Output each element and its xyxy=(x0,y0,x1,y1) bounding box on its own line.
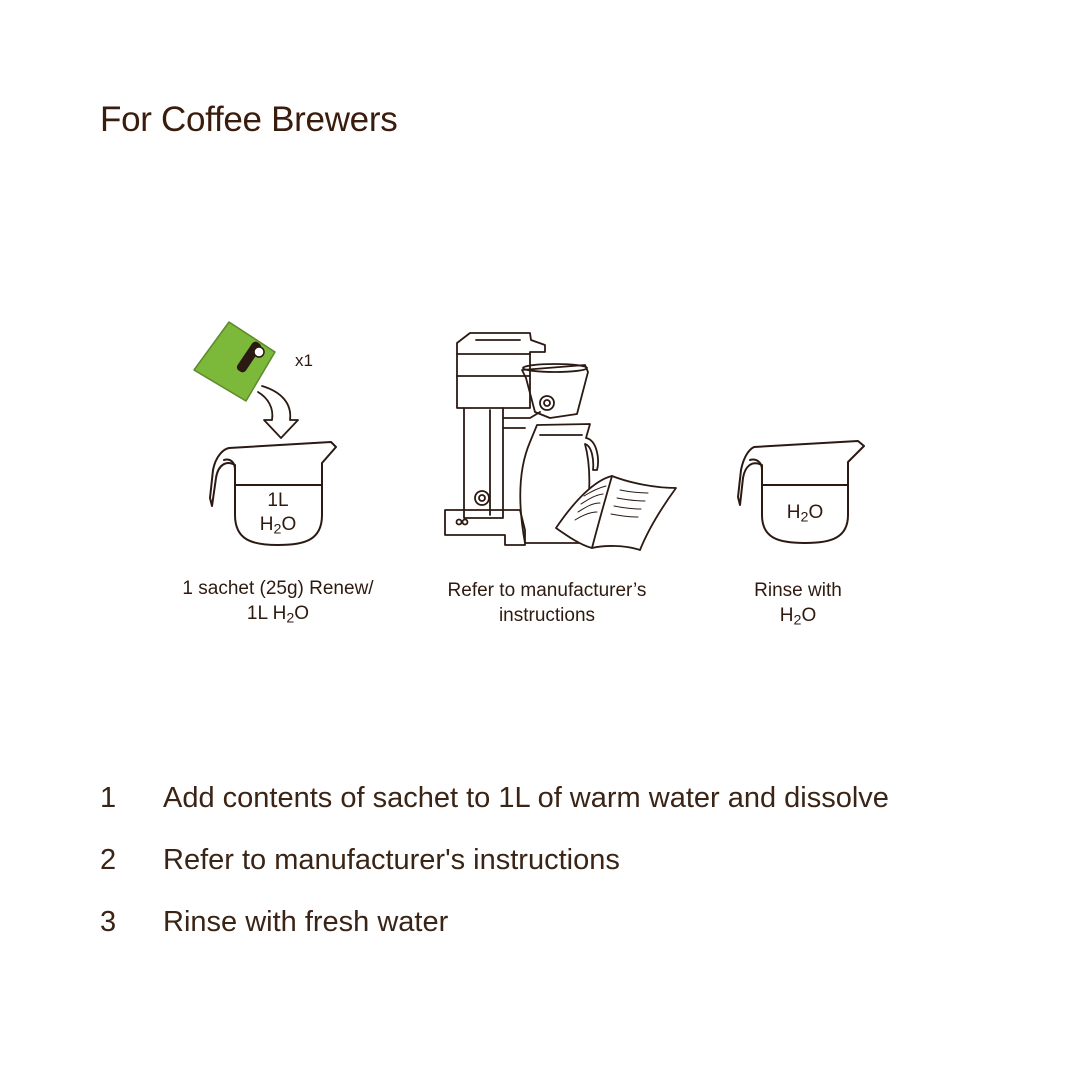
step-number: 3 xyxy=(100,906,117,938)
step-item xyxy=(100,906,1000,968)
page-title: For Coffee Brewers xyxy=(100,100,398,139)
step-text: Rinse with fresh water xyxy=(163,906,449,938)
sachet-count: x1 xyxy=(295,351,313,370)
pour-arrow-icon xyxy=(258,386,298,438)
caption-sachet: 1 sachet (25g) Renew/ 1L $H_2O$ xyxy=(182,578,374,627)
caption-rinse: Rinse with $H_2O$ xyxy=(754,580,842,629)
steps-list xyxy=(100,782,1000,968)
step-number: 2 xyxy=(100,844,117,876)
jug1-volume: 1L xyxy=(267,490,289,511)
jug1-water-label: $H_2O$ xyxy=(259,514,297,538)
jug2-water-label: $H_2O$ xyxy=(786,502,824,526)
step-item xyxy=(100,782,1000,844)
sachet-icon xyxy=(194,322,275,401)
step-number: 1 xyxy=(100,782,117,814)
step-item xyxy=(100,844,1000,906)
manual-icon xyxy=(556,476,676,550)
step-text: Refer to manufacturer's instructions xyxy=(163,844,620,876)
caption-manufacturer: Refer to manufacturer’s instructions xyxy=(447,580,647,626)
step-text: Add contents of sachet to 1L of warm water and dissolve xyxy=(163,782,889,814)
